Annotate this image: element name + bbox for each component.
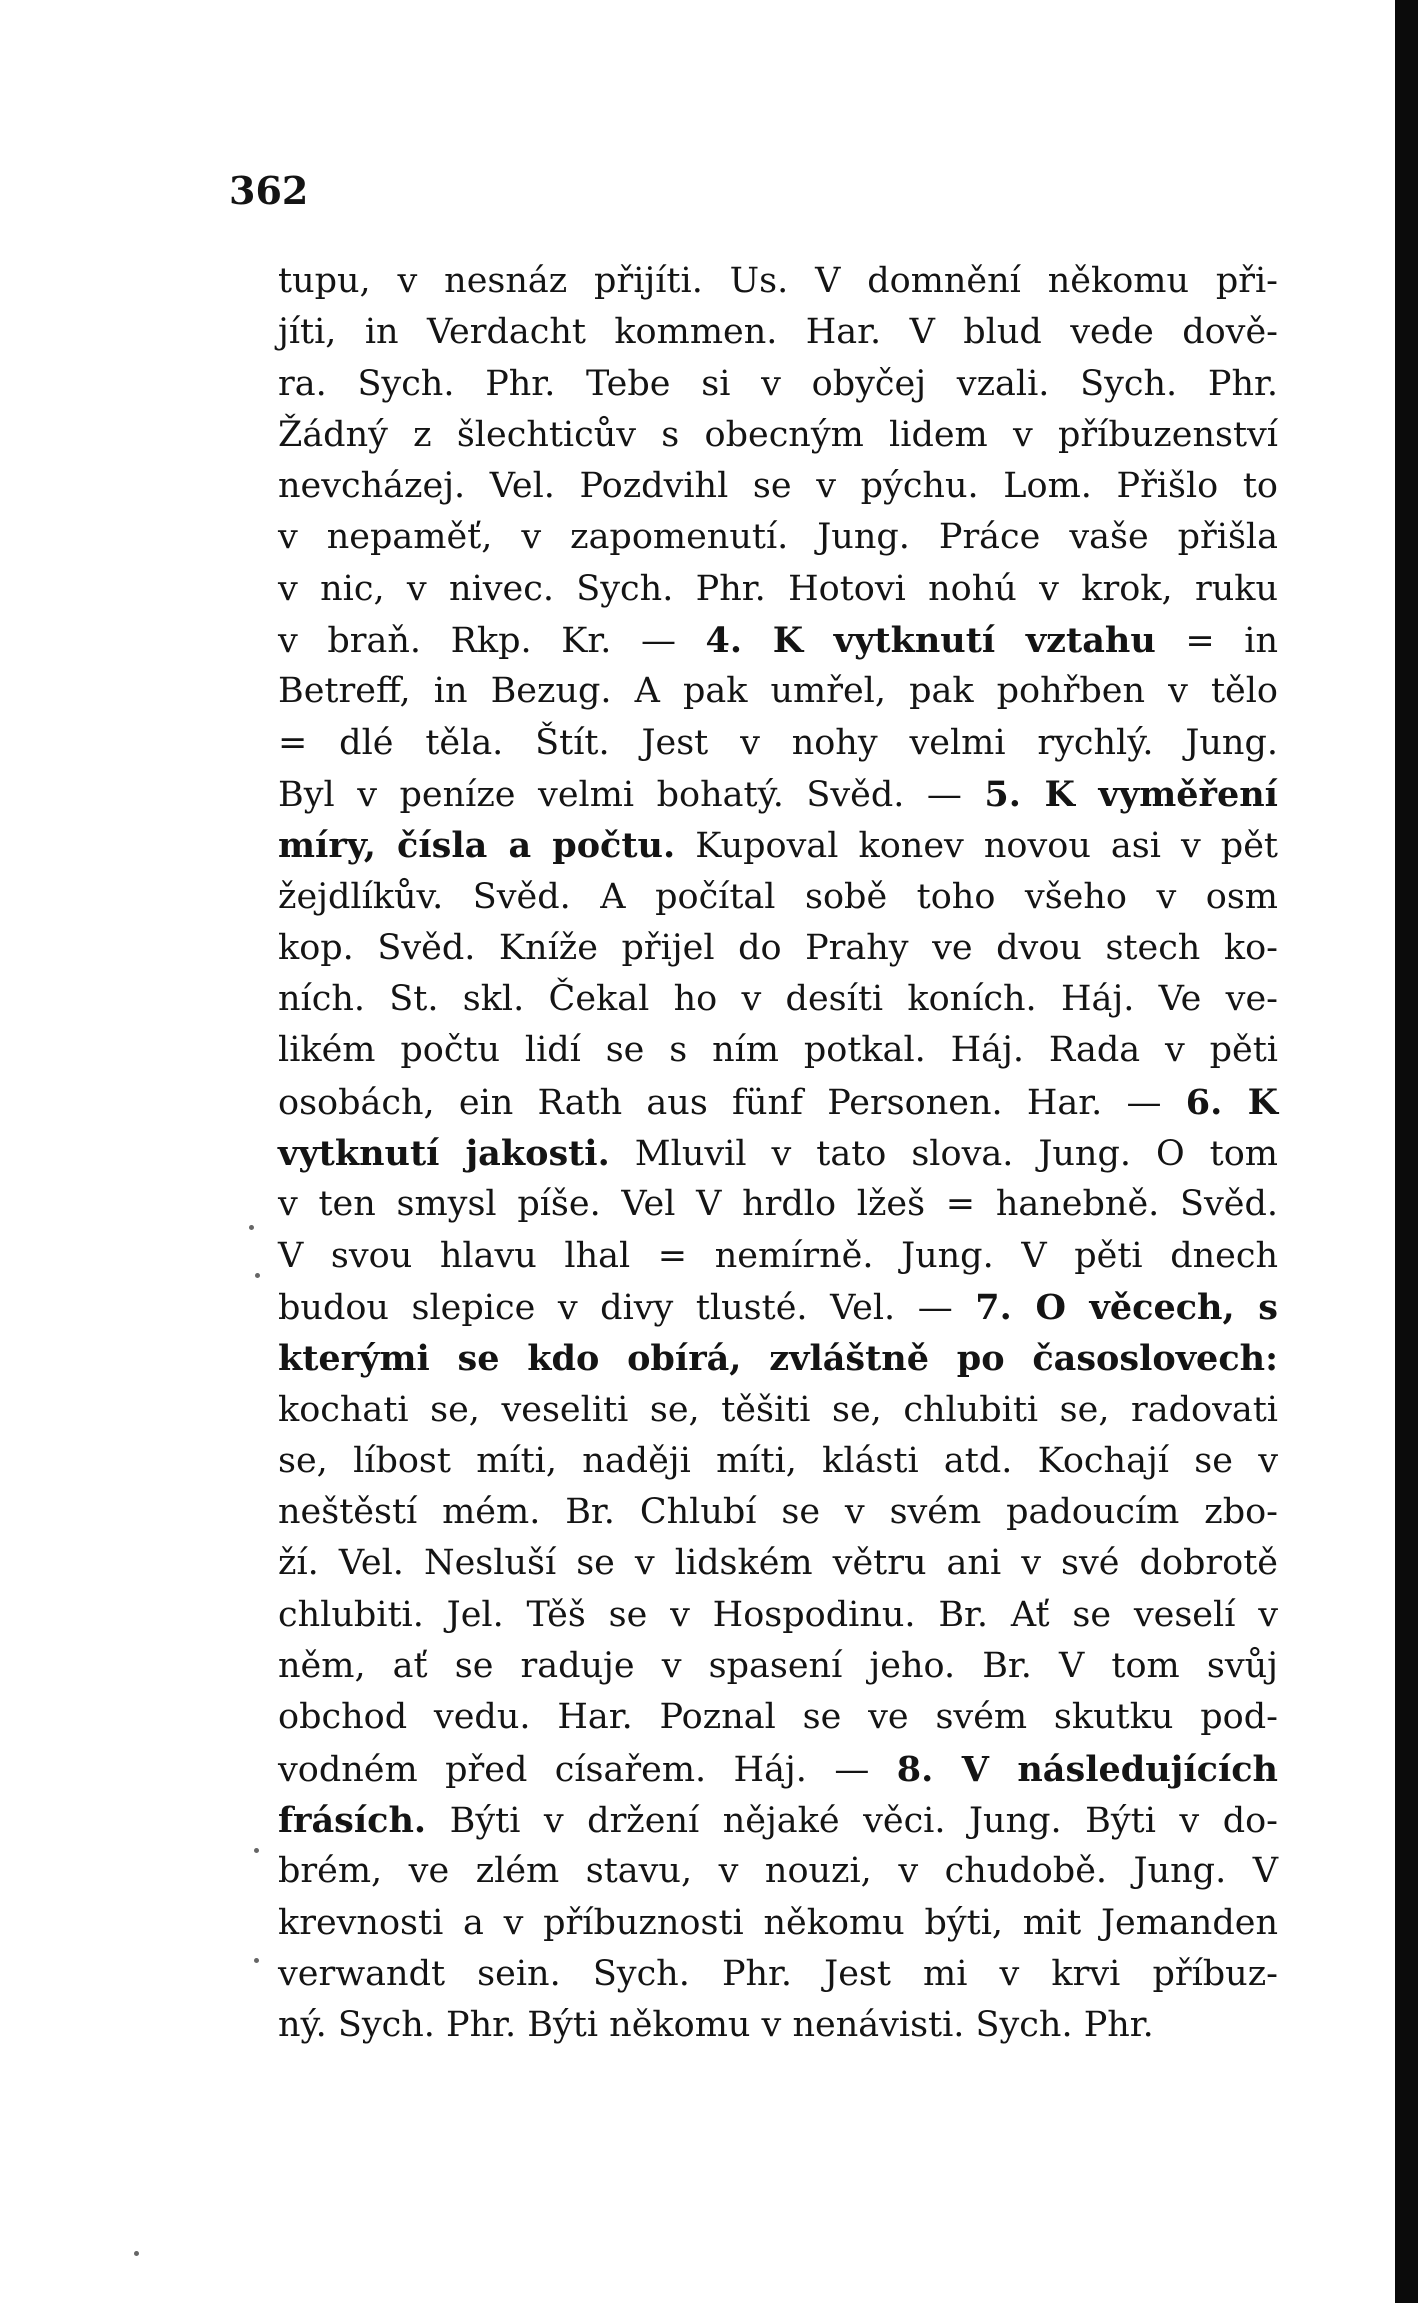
text-line [278,1487,1278,1538]
text-line [278,1282,1278,1333]
text-line [278,1744,1278,1795]
text-line [278,666,1278,717]
text-segment: V svou hlavu lhal = nemírně. Jung. V pěti dnech [278,1235,1278,1276]
text-segment: žejdlíkův. Svěd. A počítal sobě toho všeho v osm [278,876,1278,917]
bold-heading: 7. O věcech, s [975,1286,1278,1328]
text-segment: Kupoval konev novou asi v pět [675,826,1278,867]
text-line [278,410,1278,461]
text-line [278,820,1278,871]
text-segment: v ten smysl píše. Vel V hrdlo lžeš = hanebně. Svěd. [278,1184,1278,1225]
text-line [278,1795,1278,1846]
bold-heading: vytknutí jakosti. [278,1133,610,1175]
text-segment: se, líbost míti, naději míti, klásti atd. Kochají se v [278,1440,1278,1481]
text-line [278,872,1278,923]
text-segment: neštěstí mém. Br. Chlubí se v svém padoucím zbo- [278,1492,1278,1533]
text-segment: osobách, ein Rath aus fünf Personen. Har. — [278,1082,1186,1123]
text-segment: Býti v držení nějaké věci. Jung. Býti v do- [426,1800,1278,1841]
text-line [278,1385,1278,1436]
text-segment: Betreff, in Bezug. A pak umřel, pak pohřben v tělo [278,671,1278,712]
text-line [278,769,1278,820]
text-line [278,1128,1278,1179]
text-line [278,1025,1278,1076]
text-segment: tupu, v nesnáz přijíti. Us. V domnění někomu při- [278,261,1278,301]
text-segment: v nepaměť, v zapomenutí. Jung. Práce vaše přišla [278,517,1278,558]
bold-heading: 6. K [1185,1081,1278,1123]
scan-edge [1395,0,1418,2303]
text-segment: = dlé těla. Štít. Jest v nohy velmi rychlý. Jung. [278,722,1278,763]
text-segment: v nic, v nivec. Sych. Phr. Hotovi nohú v krok, ruku [278,568,1278,609]
bold-heading: míry, čísla a počtu. [278,825,676,867]
text-line [278,1333,1278,1384]
margin-dot [254,1958,259,1963]
text-segment: v braň. Rkp. Kr. — [278,621,706,662]
margin-dot [249,1225,254,1230]
bold-heading: kterými se kdo obírá, zvláštně po časoslovech: [278,1338,1278,1380]
text-line [278,1436,1278,1487]
text-segment: = in [1155,621,1278,662]
text-segment: obchod vedu. Har. Poznal se ve svém skutku pod- [278,1697,1278,1738]
text-line [278,1077,1278,1128]
text-segment: Žádný z šlechticův s obecným lidem v příbuzenství [278,414,1278,455]
bold-heading: 8. V následujících [896,1748,1278,1790]
text-line [278,615,1278,666]
bold-heading: 4. K vytknutí vztahu [705,620,1156,662]
text-segment: jíti, in Verdacht kommen. Har. V blud vede dově- [278,312,1278,353]
text-segment: ný. Sych. Phr. Býti někomu v nenávisti. Sych. Phr. [278,2005,1154,2046]
text-line [278,1179,1278,1230]
text-line [278,564,1278,615]
text-line [278,1538,1278,1589]
bold-heading: frásích. [278,1799,427,1841]
text-line [278,1898,1278,1949]
margin-dot [255,1273,260,1278]
text-line [278,1949,1278,2000]
body-text [278,256,1278,2051]
text-segment: Mluvil v tato slova. Jung. O tom [609,1134,1278,1175]
text-segment: kochati se, veseliti se, těšiti se, chlubiti se, radovati [278,1389,1278,1430]
text-segment: budou slepice v divy tlusté. Vel. — [278,1287,976,1328]
text-line [278,1641,1278,1692]
text-line [278,2000,1278,2051]
text-line [278,1590,1278,1641]
text-segment: brém, ve zlém stavu, v nouzi, v chudobě. Jung. V [278,1851,1278,1892]
text-segment: krevnosti a v příbuznosti někomu býti, mit Jemanden [278,1902,1278,1943]
text-line [278,1846,1278,1897]
text-segment: verwandt sein. Sych. Phr. Jest mi v krvi příbuz- [278,1953,1278,1994]
text-line [278,359,1278,410]
text-line [278,974,1278,1025]
text-line [278,718,1278,769]
text-line [278,1692,1278,1743]
margin-dot [254,1848,259,1853]
text-segment: likém počtu lidí se s ním potkal. Háj. Rada v pěti [278,1030,1278,1071]
text-segment: kop. Svěd. Kníže přijel do Prahy ve dvou stech ko- [278,927,1278,968]
text-segment: vodném před císařem. Háj. — [278,1749,897,1790]
text-segment: ra. Sych. Phr. Tebe si v obyčej vzali. Sych. Phr. [278,363,1278,404]
text-segment: nevcházej. Vel. Pozdvihl se v pýchu. Lom. Přišlo to [278,466,1278,507]
text-segment: ních. St. skl. Čekal ho v desíti koních. Háj. Ve ve- [278,979,1278,1020]
text-line [278,307,1278,358]
page-number: 362 [229,168,309,213]
text-segment: chlubiti. Jel. Těš se v Hospodinu. Br. Ať se veselí v [278,1594,1278,1635]
text-line [278,512,1278,563]
text-line [278,1231,1278,1282]
text-line [278,461,1278,512]
margin-dot [134,2251,139,2256]
bold-heading: 5. K vyměření [984,773,1278,815]
text-segment: něm, ať se raduje v spasení jeho. Br. V tom svůj [278,1646,1278,1687]
text-line [278,256,1278,307]
text-line [278,923,1278,974]
text-segment: Byl v peníze velmi bohatý. Svěd. — [278,774,985,815]
text-segment: ží. Vel. Nesluší se v lidském větru ani v své dobrotě [278,1543,1278,1584]
